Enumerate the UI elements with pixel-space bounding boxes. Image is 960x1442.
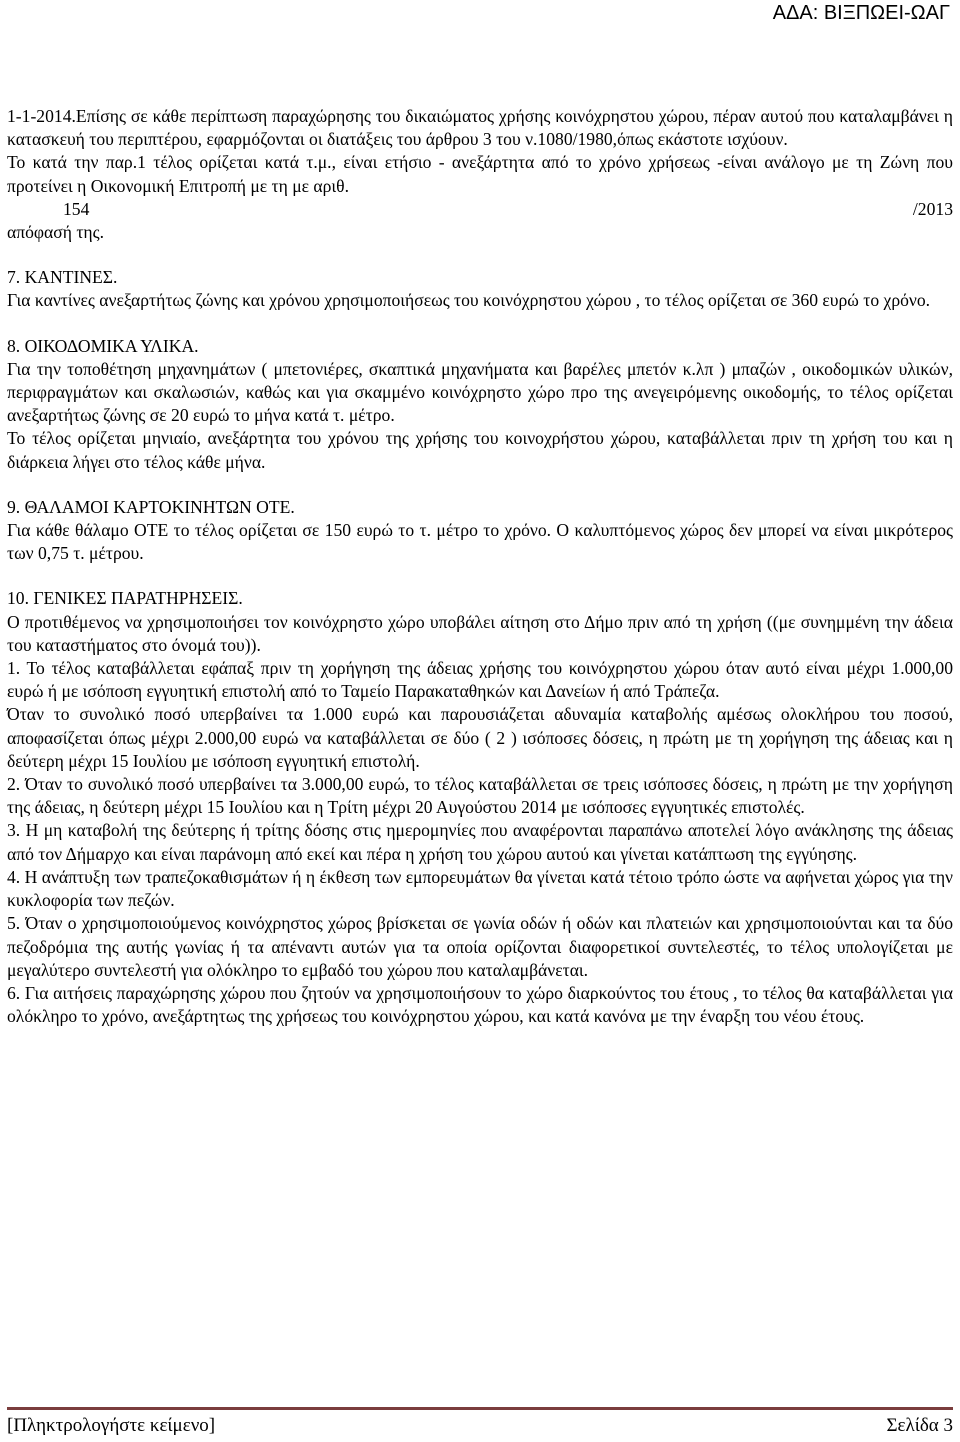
decision-reference	[7, 198, 953, 221]
section-10-item-4: 4. Η ανάπτυξη των τραπεζοκαθισμάτων ή η έκθεση των εμπορευμάτων θα γίνεται κατά τέτοιο τρόπο ώστε να αφήνεται χώρος για την κυκλοφορία των πεζών.	[7, 866, 953, 911]
footer-placeholder[interactable]: [Πληκτρολογήστε κείμενο]	[7, 1415, 216, 1436]
section-10-item-1-continued: Όταν το συνολικό ποσό υπερβαίνει τα 1.000 ευρώ και παρουσιάζεται αδυναμία καταβολής αμέσως ολοκλήρου του ποσού, αποφασίζεται όπως μέχρι 2.000,00 ευρώ να καταβάλλεται σε δύο ( 2 ) ισόποσες δόσεις, η πρώτη με τη χορήγηση της άδειας και η δεύτερη μέχρι 15 Ιουλίου με ισόποση εγγυητική επιστολή.	[7, 704, 953, 771]
section-10-item-6: 6. Για αιτήσεις παραχώρησης χώρου που ζητούν να χρησιμοποιήσουν το χώρο διαρκούντος του έτους , το τέλος θα καταβάλλεται για ολόκληρο το χρόνο, ανεξάρτητως της χρήσεως του κοινόχρηστου χώρου, και κατά κανόνα με την έναρξη του νέου έτους.	[7, 982, 953, 1027]
footer-divider	[7, 1407, 953, 1410]
page-footer	[7, 1414, 953, 1438]
document-body	[7, 105, 953, 1028]
section-10-item-1: 1. Το τέλος καταβάλλεται εφάπαξ πριν τη χορήγηση της άδειας χρήσης του κοινόχρηστου χώρου όταν αυτό είναι μέχρι 1.000,00 ευρώ ή με ισόποση εγγυητική επιστολή από το Ταμείο Παρακαταθηκών και Δανείων ή από Τράπεζα.	[7, 658, 953, 702]
section-9-text: Για κάθε θάλαμο ΟΤΕ το τέλος ορίζεται σε 150 ευρώ το τ. μέτρο το χρόνο. Ο καλυπτόμενος χώρος δεν μπορεί να είναι μικρότερος των 0,75 τ. μέτρου.	[7, 520, 953, 564]
decision-year: /2013	[912, 198, 953, 219]
section-8-heading: 8. ΟΙΚΟΔΟΜΙΚΑ ΥΛΙΚΑ.	[7, 335, 199, 356]
section-7-heading: 7. ΚΑΝΤΙΝΕΣ.	[7, 267, 118, 288]
section-10-heading: 10. ΓΕΝΙΚΕΣ ΠΑΡΑΤΗΡΗΣΕΙΣ.	[7, 588, 243, 609]
section-8-text: Για την τοποθέτηση μηχανημάτων ( μπετονιέρες, σκαπτικά μηχανήματα και βαρέλες μπετόν κ.λπ ) μπαζών , οικοδομικών υλικών, περιφραγμάτων και σκαλωσιών, καθώς και για σκαμμένο κοινόχρηστο χώρο προ της ανεγειρόμενης οικοδομής, το τέλος ορίζεται ανεξαρτήτως ζώνης σε 20 ευρώ το μήνα κατά τ. μέτρο.	[7, 358, 953, 426]
ada-code: ΑΔΑ: ΒΙΞΠΩΕΙ-ΩΑΓ	[772, 2, 950, 24]
section-10-item-5: 5. Όταν ο χρησιμοποιούμενος κοινόχρηστος χώρος βρίσκεται σε γωνία οδών ή οδών και πλατειών και χρησιμοποιούνται και τα δύο πεζοδρόμια της αυτής γωνίας ή τα απέναντι αυτών για τα οποία ορίζονται διαφορετικοί συντελεστές, το τέλος υπολογίζεται με μεγαλύτερο συντελεστή για ολόκληρο το εμβαδό του χώρου που καταλαμβάνεται.	[7, 913, 953, 980]
decision-number: 154	[63, 198, 90, 219]
section-8-text-2: Το τέλος ορίζεται μηνιαίο, ανεξάρτητα του χρόνου της χρήσης του κοινοχρήστου χώρου, καταβάλλεται πριν τη χρήση του και η διάρκεια λήγει στο τέλος κάθε μήνα.	[7, 428, 953, 472]
intro-paragraph: 1-1-2014.Επίσης σε κάθε περίπτωση παραχώρησης του δικαιώματος χρήσης κοινόχρηστου χώρου, πέραν αυτού που καταλαμβάνει η κατασκευή του περιπτέρου, εφαρμόζονται οι διατάξεις του άρθρου 3 του ν.1080/1980,όπως εκάστοτε ισχύουν.	[7, 106, 953, 150]
page-number: Σελίδα 3	[886, 1415, 953, 1436]
fee-paragraph: Το κατά την παρ.1 τέλος ορίζεται κατά τ.μ., είναι ετήσιο - ανεξάρτητα από το χρόνο χρήσεως -είναι ανάλογο με τη Ζώνη που προτείνει η Οικονομική Επιτροπή με τη με αριθ.	[7, 152, 953, 196]
section-7-text: Για καντίνες ανεξαρτήτως ζώνης και χρόνου χρησιμοποιήσεως του κοινόχρηστου χώρου , το τέλος ορίζεται σε 360 ευρώ το χρόνο.	[7, 290, 931, 311]
fee-paragraph-end: απόφασή της.	[7, 222, 104, 243]
section-9-heading: 9. ΘΑΛΑΜΟΙ ΚΑΡΤΟΚΙΝΗΤΩΝ ΟΤΕ.	[7, 496, 295, 517]
section-10-item-2: 2. Όταν το συνολικό ποσό υπερβαίνει τα 3.000,00 ευρώ, το τέλος καταβάλλεται σε τρεις ισόποσες δόσεις, η πρώτη με την χορήγηση της άδειας, η δεύτερη μέχρι 15 Ιουλίου και η Τρίτη μέχρι 20 Αυγούστου 2014 με ισόποσες εγγυητικές επιστολές.	[7, 774, 953, 818]
section-10-item-3: 3. Η μη καταβολή της δεύτερης ή τρίτης δόσης στις ημερομηνίες που αναφέρονται παραπάνω αποτελεί λόγο ανάκλησης της άδειας από τον Δήμαρχο και είναι παράνομη από εκεί και πέρα η χρήση του χώρου αυτού και γίνεται κατάπτωση της εγγύησης.	[7, 820, 953, 864]
section-10-intro: Ο προτιθέμενος να χρησιμοποιήσει τον κοινόχρηστο χώρο υποβάλει αίτηση στο Δήμο πριν από τη χρήση ((με συνημμένη την άδεια του καταστήματος στο όνομά του)).	[7, 611, 953, 655]
